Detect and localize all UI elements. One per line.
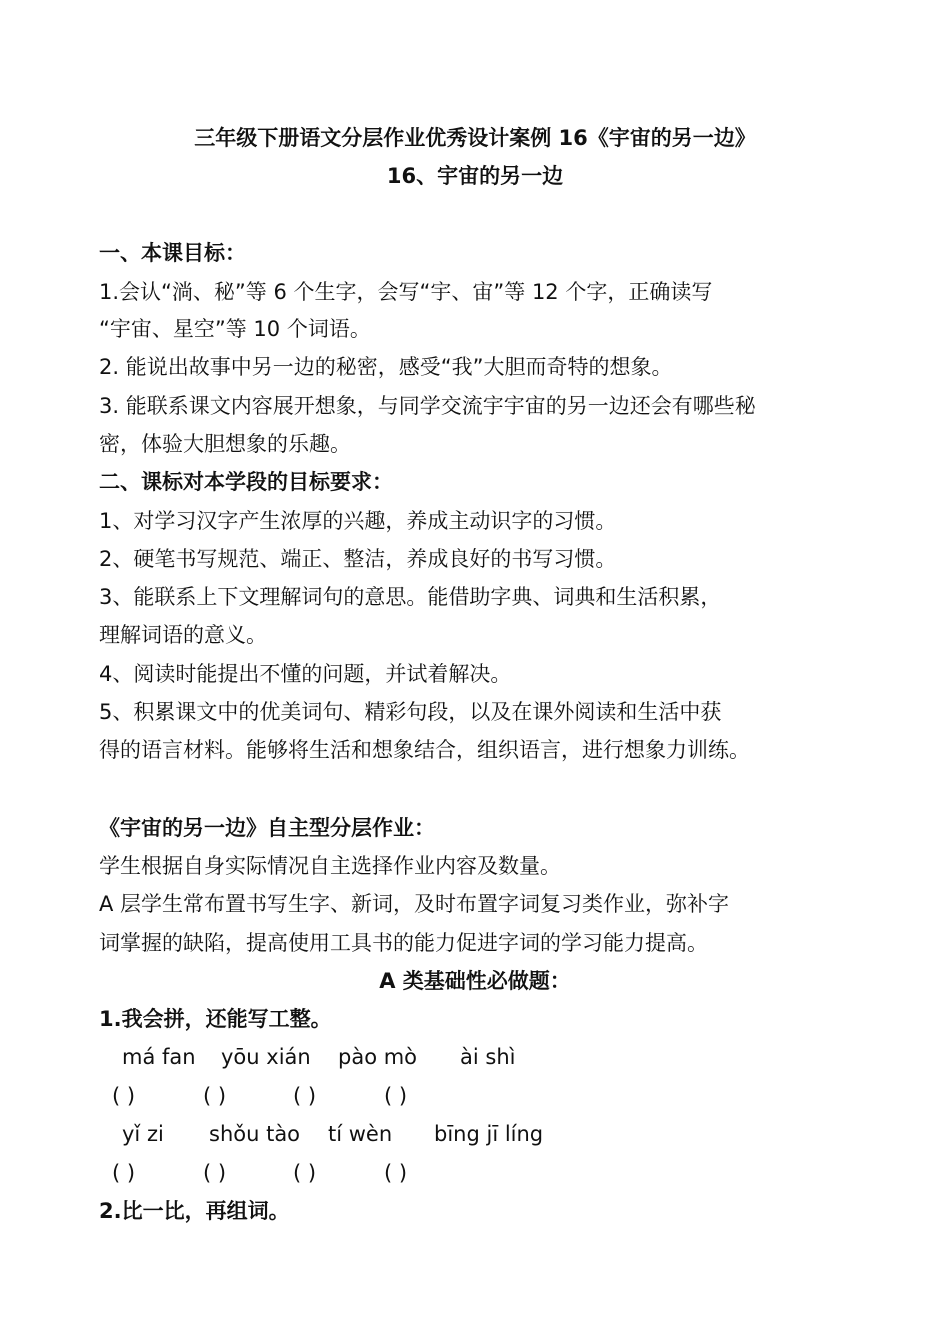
section3-line: 词掌握的缺陷，提高使用工具书的能力促进字词的学习能力提高。	[99, 931, 708, 955]
pinyin-item: shǒu tào	[209, 1122, 301, 1146]
section2-line: 5、积累课文中的优美词句、精彩句段，以及在课外阅读和生活中获	[99, 700, 722, 724]
answer-blank[interactable]: ( )	[384, 1161, 408, 1185]
section1-line: “宇宙、星空”等 10 个词语。	[99, 317, 371, 341]
section2-heading: 二、课标对本学段的目标要求：	[99, 470, 393, 494]
document-title: 三年级下册语文分层作业优秀设计案例 16《宇宙的另一边》	[194, 126, 756, 150]
answer-blank[interactable]: ( )	[203, 1084, 227, 1108]
pinyin-item: yǐ zi	[122, 1122, 164, 1146]
a-type-heading: A 类基础性必做题：	[379, 969, 571, 993]
section2-line: 4、阅读时能提出不懂的问题，并试着解决。	[99, 662, 512, 686]
pinyin-item: pào mò	[338, 1045, 418, 1069]
answer-blank[interactable]: ( )	[112, 1084, 136, 1108]
answer-blank[interactable]: ( )	[203, 1161, 227, 1185]
document-subtitle: 16、宇宙的另一边	[386, 164, 564, 188]
section1-line: 3. 能联系课文内容展开想象，与同学交流宇宇宙的另一边还会有哪些秘	[99, 394, 756, 418]
section2-line: 理解词语的意义。	[99, 623, 267, 647]
pinyin-item: yōu xián	[221, 1045, 311, 1069]
pinyin-item: má fan	[122, 1045, 196, 1069]
section2-line: 1、对学习汉字产生浓厚的兴趣，养成主动识字的习惯。	[99, 509, 617, 533]
answer-blank[interactable]: ( )	[112, 1161, 136, 1185]
section1-line: 1.会认“淌、秘”等 6 个生字，会写“宇、宙”等 12 个字，正确读写	[99, 280, 713, 304]
answer-blank[interactable]: ( )	[293, 1084, 317, 1108]
section3-line: 学生根据自身实际情况自主选择作业内容及数量。	[99, 854, 561, 878]
section3-line: A 层学生常布置书写生字、新词，及时布置字词复习类作业，弥补字	[99, 892, 730, 916]
section3-heading: 《宇宙的另一边》自主型分层作业：	[99, 816, 435, 840]
pinyin-item: bīng jī líng	[434, 1122, 544, 1146]
section1-heading: 一、本课目标：	[99, 241, 246, 265]
pinyin-item: ài shì	[460, 1045, 516, 1069]
answer-blank[interactable]: ( )	[293, 1161, 317, 1185]
pinyin-item: tí wèn	[328, 1122, 393, 1146]
section2-line: 2、硬笔书写规范、端正、整洁，养成良好的书写习惯。	[99, 547, 617, 571]
question2-heading: 2.比一比，再组词。	[99, 1199, 290, 1223]
section1-line: 密，体验大胆想象的乐趣。	[99, 432, 351, 456]
section2-line: 3、能联系上下文理解词句的意思。能借助字典、词典和生活积累，	[99, 585, 722, 609]
section2-line: 得的语言材料。能够将生活和想象结合，组织语言，进行想象力训练。	[99, 738, 750, 762]
question1-heading: 1.我会拼，还能写工整。	[99, 1007, 332, 1031]
section1-line: 2. 能说出故事中另一边的秘密，感受“我”大胆而奇特的想象。	[99, 355, 673, 379]
answer-blank[interactable]: ( )	[384, 1084, 408, 1108]
